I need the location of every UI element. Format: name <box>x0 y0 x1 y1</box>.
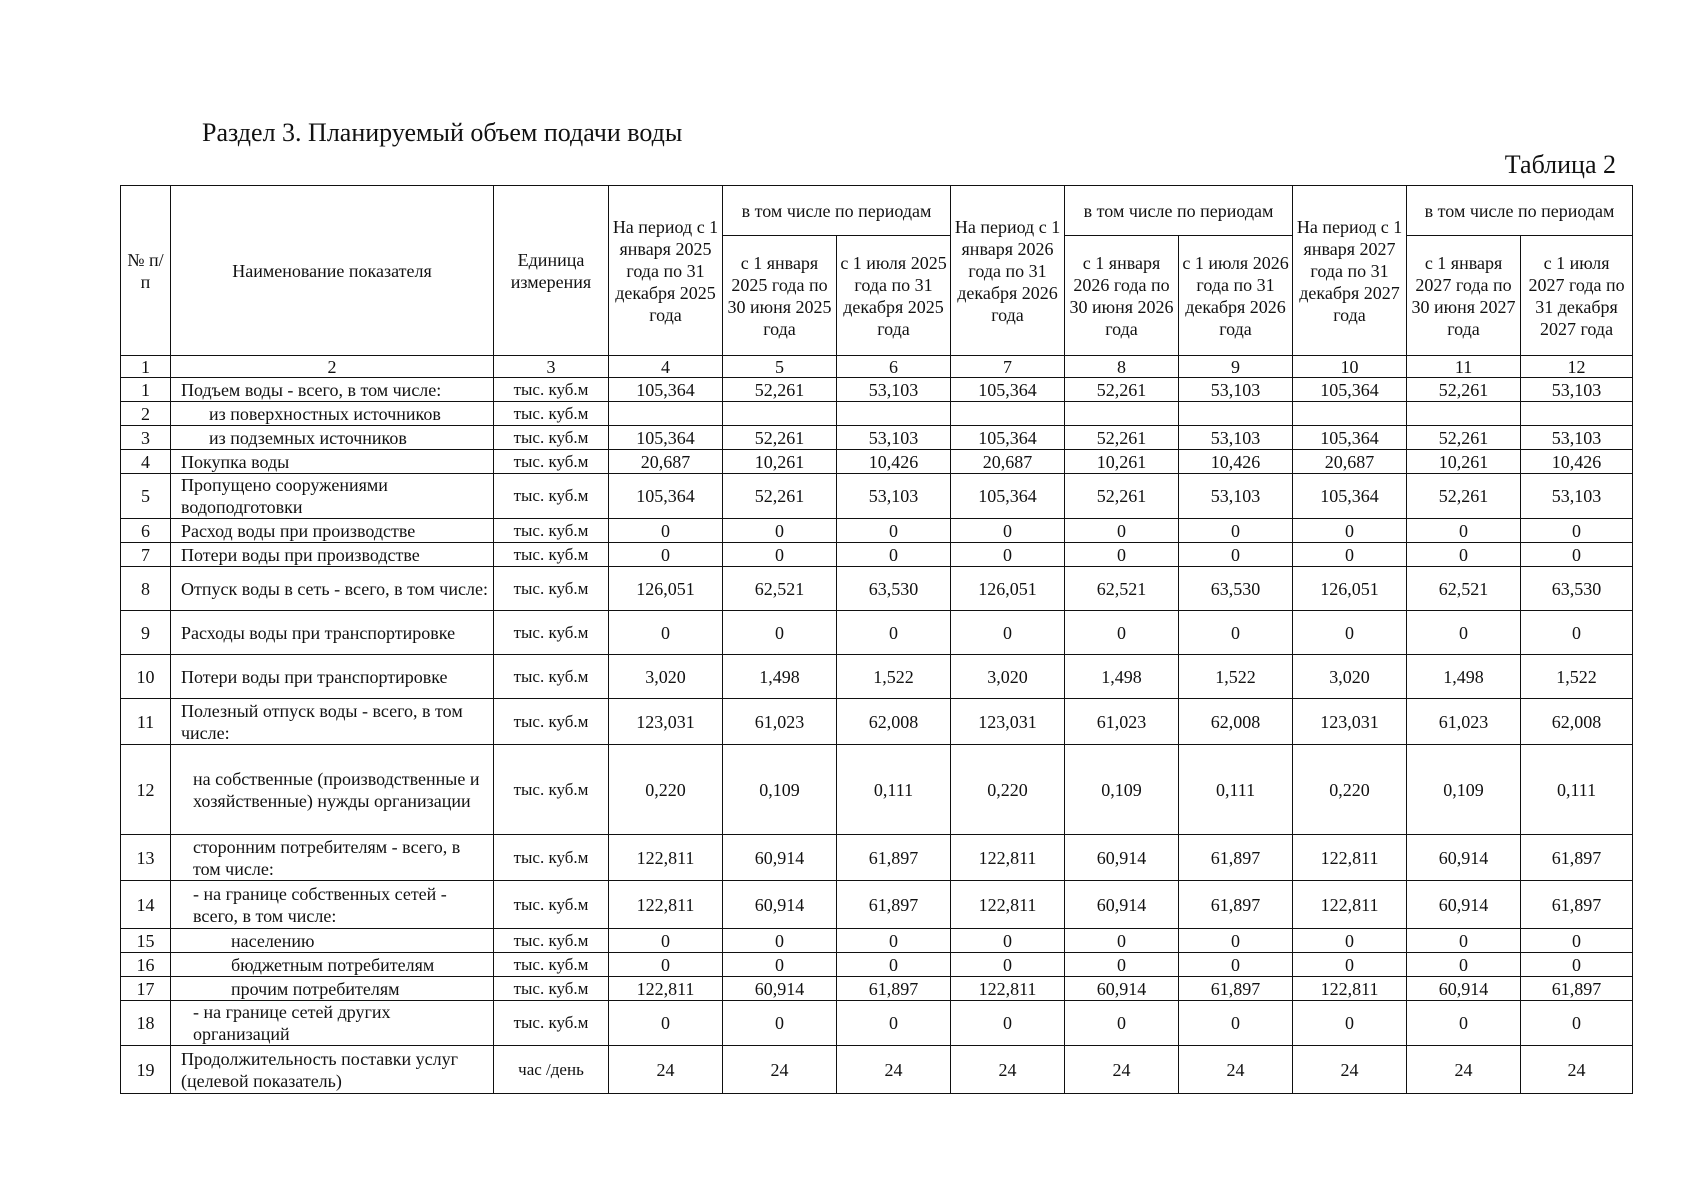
value-cell: 105,364 <box>951 426 1065 450</box>
value-cell: 105,364 <box>1293 378 1407 402</box>
value-cell: 0,220 <box>1293 745 1407 835</box>
value-cell: 0 <box>1407 519 1521 543</box>
row-number: 16 <box>121 953 171 977</box>
value-cell: 0,111 <box>1521 745 1633 835</box>
value-cell: 62,008 <box>837 699 951 745</box>
table-row <box>121 1001 1633 1046</box>
value-cell: 10,426 <box>1179 450 1293 474</box>
value-cell: 60,914 <box>723 977 837 1001</box>
value-cell: 60,914 <box>1407 977 1521 1001</box>
value-cell <box>951 402 1065 426</box>
unit-cell: тыс. куб.м <box>494 929 609 953</box>
value-cell: 20,687 <box>609 450 723 474</box>
value-cell: 122,811 <box>951 977 1065 1001</box>
value-cell: 0 <box>1065 953 1179 977</box>
value-cell: 24 <box>1407 1046 1521 1094</box>
indicator-name: - на границе сетей других организаций <box>171 1001 494 1046</box>
column-number: 8 <box>1065 356 1179 378</box>
indicator-name: Полезный отпуск воды - всего, в том числе: <box>171 699 494 745</box>
value-cell: 122,811 <box>1293 835 1407 881</box>
row-number: 13 <box>121 835 171 881</box>
value-cell: 61,897 <box>1521 977 1633 1001</box>
row-number: 19 <box>121 1046 171 1094</box>
value-cell: 63,530 <box>837 567 951 611</box>
value-cell <box>1179 402 1293 426</box>
value-cell: 63,530 <box>1521 567 1633 611</box>
value-cell: 0 <box>951 611 1065 655</box>
value-cell: 123,031 <box>951 699 1065 745</box>
indicator-name: Расходы воды при транспортировке <box>171 611 494 655</box>
value-cell: 52,261 <box>1065 378 1179 402</box>
value-cell: 126,051 <box>1293 567 1407 611</box>
value-cell: 52,261 <box>723 474 837 519</box>
unit-cell: тыс. куб.м <box>494 474 609 519</box>
value-cell: 105,364 <box>1293 474 1407 519</box>
value-cell: 0 <box>837 953 951 977</box>
value-cell: 105,364 <box>609 426 723 450</box>
row-number: 8 <box>121 567 171 611</box>
value-cell: 10,261 <box>723 450 837 474</box>
value-cell <box>837 402 951 426</box>
value-cell: 60,914 <box>1065 977 1179 1001</box>
header-period-2025: На период с 1 января 2025 года по 31 декабря 2025 года <box>609 186 723 356</box>
table-row <box>121 378 1633 402</box>
value-cell: 1,498 <box>1065 655 1179 699</box>
unit-cell: тыс. куб.м <box>494 745 609 835</box>
value-cell: 0 <box>1293 519 1407 543</box>
value-cell: 126,051 <box>609 567 723 611</box>
row-number: 3 <box>121 426 171 450</box>
unit-cell: тыс. куб.м <box>494 835 609 881</box>
value-cell: 61,897 <box>1179 977 1293 1001</box>
unit-cell: тыс. куб.м <box>494 567 609 611</box>
value-cell: 62,521 <box>723 567 837 611</box>
value-cell: 53,103 <box>837 426 951 450</box>
value-cell: 60,914 <box>1065 881 1179 929</box>
value-cell: 0 <box>1407 929 1521 953</box>
header-2027-h1: с 1 января 2027 года по 30 июня 2027 года <box>1407 236 1521 356</box>
indicator-name: населению <box>171 929 494 953</box>
value-cell: 122,811 <box>609 881 723 929</box>
indicator-name: Продолжительность поставки услуг (целевой показатель) <box>171 1046 494 1094</box>
header-2025-h1: с 1 января 2025 года по 30 июня 2025 года <box>723 236 837 356</box>
unit-cell: час /день <box>494 1046 609 1094</box>
table-row <box>121 426 1633 450</box>
value-cell: 0 <box>1065 543 1179 567</box>
column-number: 1 <box>121 356 171 378</box>
value-cell: 0 <box>1179 1001 1293 1046</box>
value-cell: 52,261 <box>723 378 837 402</box>
value-cell: 122,811 <box>1293 977 1407 1001</box>
row-number: 14 <box>121 881 171 929</box>
value-cell: 0 <box>723 519 837 543</box>
value-cell: 126,051 <box>951 567 1065 611</box>
value-cell: 0 <box>1065 929 1179 953</box>
value-cell <box>1521 402 1633 426</box>
value-cell: 0 <box>951 929 1065 953</box>
table-body <box>121 356 1633 1094</box>
unit-cell: тыс. куб.м <box>494 378 609 402</box>
row-number: 12 <box>121 745 171 835</box>
unit-cell: тыс. куб.м <box>494 655 609 699</box>
value-cell: 0,220 <box>951 745 1065 835</box>
unit-cell: тыс. куб.м <box>494 519 609 543</box>
value-cell: 52,261 <box>1407 426 1521 450</box>
value-cell: 0 <box>1521 929 1633 953</box>
value-cell: 0,220 <box>609 745 723 835</box>
value-cell: 60,914 <box>723 881 837 929</box>
value-cell: 53,103 <box>1521 426 1633 450</box>
value-cell: 0 <box>723 611 837 655</box>
value-cell: 0 <box>837 519 951 543</box>
value-cell: 60,914 <box>1407 881 1521 929</box>
value-cell: 105,364 <box>609 474 723 519</box>
row-number: 7 <box>121 543 171 567</box>
indicator-name: прочим потребителям <box>171 977 494 1001</box>
indicator-name: Отпуск воды в сеть - всего, в том числе: <box>171 567 494 611</box>
value-cell: 105,364 <box>609 378 723 402</box>
value-cell: 1,522 <box>1521 655 1633 699</box>
value-cell: 20,687 <box>1293 450 1407 474</box>
value-cell: 0 <box>1521 611 1633 655</box>
value-cell: 0 <box>1407 611 1521 655</box>
value-cell: 0 <box>609 519 723 543</box>
value-cell: 0 <box>1065 1001 1179 1046</box>
unit-cell: тыс. куб.м <box>494 953 609 977</box>
value-cell: 61,897 <box>837 977 951 1001</box>
value-cell: 0,111 <box>1179 745 1293 835</box>
value-cell: 0 <box>837 1001 951 1046</box>
value-cell: 24 <box>837 1046 951 1094</box>
value-cell: 52,261 <box>723 426 837 450</box>
row-number: 6 <box>121 519 171 543</box>
value-cell: 0 <box>723 929 837 953</box>
indicator-name: Потери воды при транспортировке <box>171 655 494 699</box>
value-cell: 105,364 <box>951 474 1065 519</box>
value-cell: 122,811 <box>951 835 1065 881</box>
column-number: 9 <box>1179 356 1293 378</box>
value-cell: 61,897 <box>837 881 951 929</box>
value-cell: 0 <box>609 543 723 567</box>
value-cell: 3,020 <box>1293 655 1407 699</box>
value-cell: 0 <box>1065 519 1179 543</box>
value-cell: 61,897 <box>1179 835 1293 881</box>
value-cell: 122,811 <box>951 881 1065 929</box>
value-cell: 60,914 <box>1065 835 1179 881</box>
value-cell: 3,020 <box>951 655 1065 699</box>
column-number: 11 <box>1407 356 1521 378</box>
indicator-name: Расход воды при производстве <box>171 519 494 543</box>
value-cell: 52,261 <box>1407 378 1521 402</box>
value-cell: 53,103 <box>1521 378 1633 402</box>
value-cell: 0 <box>1293 929 1407 953</box>
table-row <box>121 450 1633 474</box>
table-row <box>121 611 1633 655</box>
header-unit: Единица измерения <box>494 186 609 356</box>
unit-cell: тыс. куб.м <box>494 543 609 567</box>
value-cell: 0,111 <box>837 745 951 835</box>
value-cell: 0 <box>951 519 1065 543</box>
indicator-name: Пропущено сооружениями водоподготовки <box>171 474 494 519</box>
value-cell: 61,023 <box>723 699 837 745</box>
unit-cell: тыс. куб.м <box>494 1001 609 1046</box>
column-number: 6 <box>837 356 951 378</box>
unit-cell: тыс. куб.м <box>494 426 609 450</box>
water-supply-table <box>120 185 1633 1094</box>
header-2025-h2: с 1 июля 2025 года по 31 декабря 2025 года <box>837 236 951 356</box>
value-cell: 10,261 <box>1407 450 1521 474</box>
value-cell: 52,261 <box>1065 426 1179 450</box>
table-row <box>121 655 1633 699</box>
header-including-2025: в том числе по периодам <box>723 186 951 236</box>
table-row <box>121 1046 1633 1094</box>
indicator-name: Подъем воды - всего, в том числе: <box>171 378 494 402</box>
value-cell: 0 <box>723 543 837 567</box>
indicator-name: бюджетным потребителям <box>171 953 494 977</box>
table-row <box>121 745 1633 835</box>
value-cell: 0 <box>1179 543 1293 567</box>
row-number: 15 <box>121 929 171 953</box>
value-cell: 24 <box>1179 1046 1293 1094</box>
table-row <box>121 977 1633 1001</box>
row-number: 18 <box>121 1001 171 1046</box>
header-including-2027: в том числе по периодам <box>1407 186 1633 236</box>
unit-cell: тыс. куб.м <box>494 611 609 655</box>
value-cell: 0,109 <box>723 745 837 835</box>
value-cell: 122,811 <box>609 835 723 881</box>
unit-cell: тыс. куб.м <box>494 977 609 1001</box>
value-cell: 53,103 <box>1179 426 1293 450</box>
table-row <box>121 699 1633 745</box>
value-cell: 0,109 <box>1065 745 1179 835</box>
table-row <box>121 881 1633 929</box>
value-cell: 10,261 <box>1065 450 1179 474</box>
row-number: 11 <box>121 699 171 745</box>
value-cell: 1,522 <box>837 655 951 699</box>
value-cell: 0 <box>837 543 951 567</box>
row-number: 5 <box>121 474 171 519</box>
value-cell: 24 <box>1521 1046 1633 1094</box>
header-including-2026: в том числе по периодам <box>1065 186 1293 236</box>
value-cell: 61,897 <box>1521 835 1633 881</box>
value-cell: 61,897 <box>837 835 951 881</box>
header-2026-h1: с 1 января 2026 года по 30 июня 2026 года <box>1065 236 1179 356</box>
indicator-name: на собственные (производственные и хозяйственные) нужды организации <box>171 745 494 835</box>
indicator-name: - на границе собственных сетей - всего, в том числе: <box>171 881 494 929</box>
value-cell: 0 <box>1065 611 1179 655</box>
value-cell: 0 <box>609 953 723 977</box>
column-number: 7 <box>951 356 1065 378</box>
header-2026-h2: с 1 июля 2026 года по 31 декабря 2026 года <box>1179 236 1293 356</box>
value-cell: 0 <box>609 929 723 953</box>
value-cell: 61,023 <box>1407 699 1521 745</box>
value-cell: 61,023 <box>1065 699 1179 745</box>
value-cell: 122,811 <box>609 977 723 1001</box>
value-cell: 60,914 <box>1407 835 1521 881</box>
value-cell: 53,103 <box>1179 378 1293 402</box>
header-num: № п/п <box>121 186 171 356</box>
column-number: 4 <box>609 356 723 378</box>
value-cell: 0 <box>1179 611 1293 655</box>
table-row <box>121 543 1633 567</box>
value-cell: 0 <box>951 1001 1065 1046</box>
value-cell: 0 <box>1293 953 1407 977</box>
value-cell: 24 <box>723 1046 837 1094</box>
row-number: 1 <box>121 378 171 402</box>
value-cell: 10,426 <box>1521 450 1633 474</box>
header-period-2026: На период с 1 января 2026 года по 31 декабря 2026 года <box>951 186 1065 356</box>
value-cell: 62,008 <box>1521 699 1633 745</box>
value-cell: 52,261 <box>1407 474 1521 519</box>
value-cell: 1,522 <box>1179 655 1293 699</box>
value-cell: 0 <box>837 611 951 655</box>
value-cell: 0 <box>1521 543 1633 567</box>
indicator-name: сторонним потребителям - всего, в том числе: <box>171 835 494 881</box>
value-cell: 0 <box>1521 1001 1633 1046</box>
value-cell: 24 <box>1293 1046 1407 1094</box>
row-number: 9 <box>121 611 171 655</box>
value-cell: 53,103 <box>837 474 951 519</box>
table-row <box>121 474 1633 519</box>
value-cell: 0 <box>1407 953 1521 977</box>
table-row <box>121 835 1633 881</box>
value-cell: 62,521 <box>1407 567 1521 611</box>
indicator-name: Потери воды при производстве <box>171 543 494 567</box>
value-cell <box>1065 402 1179 426</box>
table-row <box>121 402 1633 426</box>
value-cell: 0 <box>1521 519 1633 543</box>
column-number: 3 <box>494 356 609 378</box>
value-cell: 60,914 <box>723 835 837 881</box>
value-cell: 0 <box>951 953 1065 977</box>
table-row <box>121 953 1633 977</box>
value-cell: 0 <box>1179 929 1293 953</box>
value-cell: 53,103 <box>1179 474 1293 519</box>
table-row <box>121 929 1633 953</box>
value-cell <box>1293 402 1407 426</box>
column-number: 5 <box>723 356 837 378</box>
row-number: 10 <box>121 655 171 699</box>
row-number: 17 <box>121 977 171 1001</box>
unit-cell: тыс. куб.м <box>494 881 609 929</box>
value-cell: 0 <box>1293 543 1407 567</box>
table-label: Таблица 2 <box>1504 150 1616 179</box>
value-cell: 0 <box>1179 519 1293 543</box>
column-number: 12 <box>1521 356 1633 378</box>
value-cell: 122,811 <box>1293 881 1407 929</box>
value-cell <box>1407 402 1521 426</box>
value-cell <box>723 402 837 426</box>
unit-cell: тыс. куб.м <box>494 699 609 745</box>
value-cell: 0 <box>951 543 1065 567</box>
value-cell: 63,530 <box>1179 567 1293 611</box>
value-cell: 105,364 <box>951 378 1065 402</box>
column-number: 2 <box>171 356 494 378</box>
value-cell: 61,897 <box>1521 881 1633 929</box>
value-cell: 0 <box>1407 1001 1521 1046</box>
value-cell <box>609 402 723 426</box>
value-cell: 0 <box>609 611 723 655</box>
table-row <box>121 567 1633 611</box>
value-cell: 105,364 <box>1293 426 1407 450</box>
value-cell: 53,103 <box>837 378 951 402</box>
value-cell: 0 <box>1521 953 1633 977</box>
header-2027-h2: с 1 июля 2027 года по 31 декабря 2027 года <box>1521 236 1633 356</box>
value-cell: 0,109 <box>1407 745 1521 835</box>
value-cell: 61,897 <box>1179 881 1293 929</box>
value-cell: 10,426 <box>837 450 951 474</box>
value-cell: 0 <box>1293 611 1407 655</box>
value-cell: 0 <box>1179 953 1293 977</box>
value-cell: 24 <box>609 1046 723 1094</box>
section-title: Раздел 3. Планируемый объем подачи воды <box>202 118 683 147</box>
value-cell: 123,031 <box>609 699 723 745</box>
value-cell: 0 <box>609 1001 723 1046</box>
value-cell: 24 <box>951 1046 1065 1094</box>
column-number: 10 <box>1293 356 1407 378</box>
value-cell: 0 <box>1293 1001 1407 1046</box>
indicator-name: из поверхностных источников <box>171 402 494 426</box>
value-cell: 0 <box>723 1001 837 1046</box>
value-cell: 0 <box>723 953 837 977</box>
value-cell: 123,031 <box>1293 699 1407 745</box>
row-number: 2 <box>121 402 171 426</box>
value-cell: 1,498 <box>1407 655 1521 699</box>
indicator-name: из подземных источников <box>171 426 494 450</box>
value-cell: 62,521 <box>1065 567 1179 611</box>
unit-cell: тыс. куб.м <box>494 450 609 474</box>
value-cell: 52,261 <box>1065 474 1179 519</box>
table-row <box>121 519 1633 543</box>
column-number-row <box>121 356 1633 378</box>
value-cell: 53,103 <box>1521 474 1633 519</box>
indicator-name: Покупка воды <box>171 450 494 474</box>
header-name: Наименование показателя <box>171 186 494 356</box>
value-cell: 1,498 <box>723 655 837 699</box>
row-number: 4 <box>121 450 171 474</box>
value-cell: 0 <box>1407 543 1521 567</box>
unit-cell: тыс. куб.м <box>494 402 609 426</box>
value-cell: 24 <box>1065 1046 1179 1094</box>
value-cell: 3,020 <box>609 655 723 699</box>
value-cell: 0 <box>837 929 951 953</box>
value-cell: 20,687 <box>951 450 1065 474</box>
value-cell: 62,008 <box>1179 699 1293 745</box>
header-period-2027: На период с 1 января 2027 года по 31 декабря 2027 года <box>1293 186 1407 356</box>
